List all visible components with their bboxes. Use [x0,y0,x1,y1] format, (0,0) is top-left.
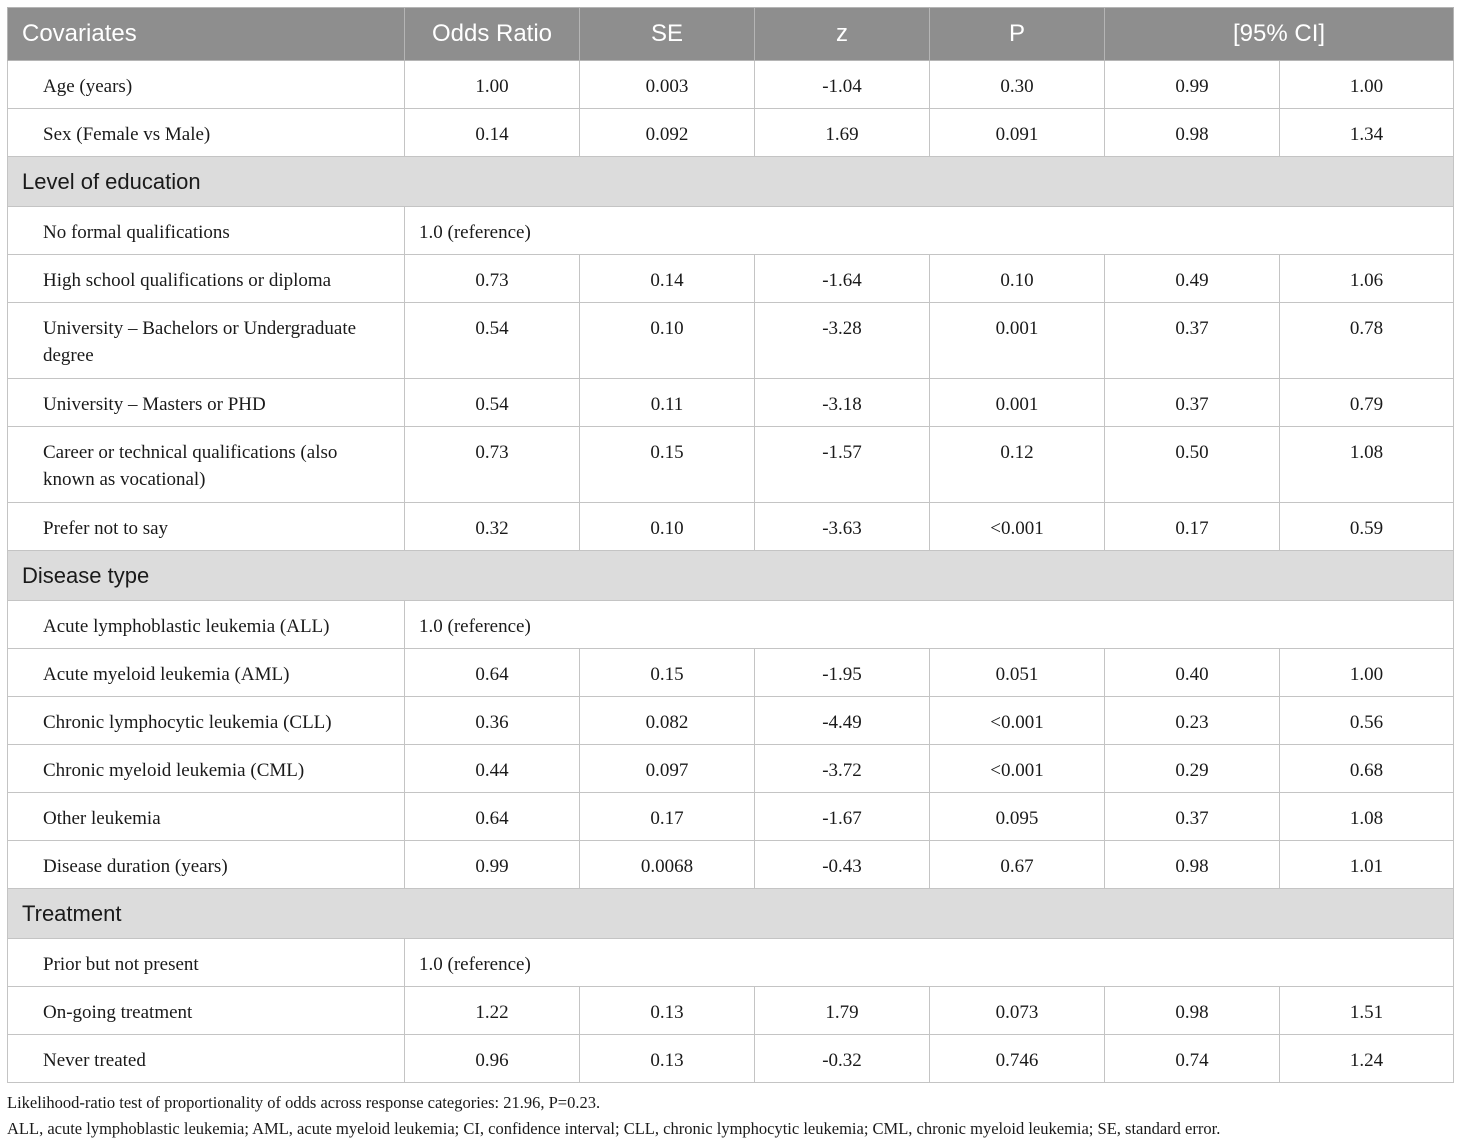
p-value: 0.67 [1000,856,1034,877]
se-cell [580,303,755,379]
table-row [8,427,1454,503]
covariate-cell [8,841,405,889]
ci-lower-cell [1105,745,1280,793]
section-label: Level of education [8,157,1454,207]
ci-upper-cell [1280,427,1454,503]
odds-ratio-cell [405,379,580,427]
table-row [8,987,1454,1035]
se-cell [580,379,755,427]
ci-lower-value: 0.37 [1175,394,1209,415]
z-value: -1.57 [822,442,862,463]
odds-ratio-value: 1.00 [475,76,509,97]
covariate-value: Other leukemia [43,808,161,829]
p-cell [930,255,1105,303]
se-cell [580,61,755,109]
ci-upper-cell [1280,503,1454,551]
se-cell [580,1035,755,1083]
se-value: 0.082 [645,712,689,733]
se-cell [580,255,755,303]
ci-upper-value: 1.08 [1349,808,1384,829]
covariate-cell [8,255,405,303]
table-row [8,61,1454,109]
odds-ratio-cell [405,745,580,793]
odds-ratio-cell [405,503,580,551]
z-cell [755,255,930,303]
covariate-value: Chronic lymphocytic leukemia (CLL) [43,712,332,733]
ci-upper-cell [1280,255,1454,303]
z-cell [755,379,930,427]
p-cell [930,109,1105,157]
section-label: Treatment [8,889,1454,939]
p-value: 0.10 [1000,270,1034,291]
z-value: 1.69 [825,124,859,145]
section-row [8,551,1454,601]
covariate-cell [8,1035,405,1083]
odds-ratio-value: 0.73 [475,442,509,463]
header-p: P [930,8,1105,61]
ci-lower-value: 0.98 [1175,856,1209,877]
z-cell [755,841,930,889]
z-value: -4.49 [822,712,862,733]
z-cell [755,1035,930,1083]
covariate-label: Acute lymphoblastic leukemia (ALL) [43,616,330,637]
p-value: 0.30 [1000,76,1034,97]
ci-upper-value: 1.08 [1349,442,1384,463]
p-cell [930,987,1105,1035]
z-cell [755,61,930,109]
z-value: -1.67 [822,808,862,829]
table-row [8,109,1454,157]
header-covariates: Covariates [8,8,405,61]
odds-ratio-value: 0.73 [475,270,509,291]
covariate-value: On-going treatment [43,1002,193,1023]
z-value: -1.95 [822,664,862,685]
table-footnotes [7,1090,1453,1142]
z-value: -3.28 [822,318,862,339]
ci-lower-cell [1105,503,1280,551]
reference-value: 1.0 (reference) [419,954,531,975]
odds-ratio-cell [405,841,580,889]
table-row [8,745,1454,793]
z-cell [755,109,930,157]
covariate-cell [8,745,405,793]
odds-ratio-value: 0.99 [475,856,509,877]
ci-lower-cell [1105,303,1280,379]
covariate-value: Acute myeloid leukemia (AML) [43,664,290,685]
se-value: 0.15 [650,664,684,685]
p-cell [930,793,1105,841]
se-value: 0.15 [650,442,684,463]
p-cell [930,61,1105,109]
covariate-cell [8,207,405,255]
ci-upper-value: 1.01 [1349,856,1384,877]
z-cell [755,987,930,1035]
covariate-label: Prior but not present [43,954,199,975]
ci-lower-cell [1105,697,1280,745]
ci-lower-cell [1105,1035,1280,1083]
covariate-value: Disease duration (years) [43,856,228,877]
covariate-cell [8,793,405,841]
reference-row [8,601,1454,649]
ci-upper-value: 1.00 [1349,76,1384,97]
z-value: -0.43 [822,856,862,877]
covariate-cell [8,427,405,503]
ci-lower-cell [1105,649,1280,697]
odds-ratio-cell [405,987,580,1035]
ci-lower-value: 0.37 [1175,808,1209,829]
z-value: -3.18 [822,394,862,415]
odds-ratio-cell [405,649,580,697]
section-row [8,157,1454,207]
table-row [8,793,1454,841]
table-row [8,649,1454,697]
ci-upper-cell [1280,793,1454,841]
p-value: 0.746 [995,1050,1039,1071]
z-cell [755,697,930,745]
se-value: 0.10 [650,318,684,339]
covariate-cell [8,109,405,157]
covariate-value: High school qualifications or diploma [43,270,332,291]
p-cell [930,697,1105,745]
odds-ratio-cell [405,61,580,109]
ci-upper-cell [1280,379,1454,427]
ci-upper-value: 0.78 [1349,318,1384,339]
ci-lower-value: 0.98 [1175,124,1209,145]
p-cell [930,303,1105,379]
odds-ratio-cell [405,109,580,157]
ci-lower-value: 0.17 [1175,518,1209,539]
ci-lower-cell [1105,379,1280,427]
ci-lower-value: 0.74 [1175,1050,1209,1071]
z-value: -0.32 [822,1050,862,1071]
ci-upper-cell [1280,61,1454,109]
odds-ratio-table [7,7,1454,1083]
covariate-value: Sex (Female vs Male) [43,124,211,145]
se-cell [580,503,755,551]
ci-upper-cell [1280,649,1454,697]
odds-ratio-value: 0.54 [475,394,509,415]
se-cell [580,987,755,1035]
se-cell [580,841,755,889]
ci-lower-value: 0.50 [1175,442,1209,463]
reference-row [8,939,1454,987]
p-value: 0.001 [995,394,1039,415]
table-row [8,697,1454,745]
ci-lower-cell [1105,109,1280,157]
odds-ratio-cell [405,427,580,503]
odds-ratio-value: 0.64 [475,664,509,685]
ci-upper-cell [1280,987,1454,1035]
ci-upper-cell [1280,1035,1454,1083]
ci-lower-value: 0.99 [1175,76,1209,97]
odds-ratio-value: 0.32 [475,518,509,539]
z-value: -3.63 [822,518,862,539]
odds-ratio-cell [405,255,580,303]
p-cell [930,503,1105,551]
p-value: 0.001 [995,318,1039,339]
footnote-likelihood-ratio: Likelihood-ratio test of proportionality of odds across response categories: 21.96, P=0.23. [7,1093,601,1112]
odds-ratio-value: 0.44 [475,760,509,781]
reference-row [8,207,1454,255]
p-cell [930,841,1105,889]
table-row [8,379,1454,427]
ci-upper-value: 1.00 [1349,664,1384,685]
ci-lower-value: 0.23 [1175,712,1209,733]
table-row [8,503,1454,551]
ci-lower-cell [1105,427,1280,503]
ci-lower-value: 0.98 [1175,1002,1209,1023]
table-header-row [8,8,1454,61]
odds-ratio-cell [405,793,580,841]
table-row [8,303,1454,379]
covariate-cell [8,379,405,427]
ci-lower-cell [1105,793,1280,841]
covariate-cell [8,697,405,745]
ci-upper-cell [1280,303,1454,379]
odds-ratio-value: 0.64 [475,808,509,829]
p-cell [930,649,1105,697]
z-cell [755,503,930,551]
p-value: 0.12 [1000,442,1034,463]
se-value: 0.13 [650,1002,684,1023]
se-cell [580,745,755,793]
ci-upper-cell [1280,109,1454,157]
ci-lower-value: 0.40 [1175,664,1209,685]
ci-lower-value: 0.49 [1175,270,1209,291]
ci-upper-cell [1280,697,1454,745]
reference-value: 1.0 (reference) [419,616,531,637]
p-value: 0.095 [995,808,1039,829]
se-cell [580,793,755,841]
odds-ratio-value: 0.96 [475,1050,509,1071]
section-row [8,889,1454,939]
covariate-value: Never treated [43,1050,146,1071]
p-cell [930,427,1105,503]
odds-ratio-cell [405,697,580,745]
ci-lower-cell [1105,255,1280,303]
covariate-value: University – Bachelors or Undergraduate degree [43,318,357,366]
p-value: <0.001 [990,518,1044,539]
ci-upper-value: 0.56 [1349,712,1384,733]
ci-lower-value: 0.29 [1175,760,1209,781]
table-row [8,1035,1454,1083]
header-ci: [95% CI] [1105,8,1454,61]
z-cell [755,427,930,503]
covariate-value: Chronic myeloid leukemia (CML) [43,760,305,781]
odds-ratio-cell [405,1035,580,1083]
covariate-cell [8,303,405,379]
p-value: 0.091 [995,124,1039,145]
covariate-cell [8,939,405,987]
header-z: z [755,8,930,61]
se-value: 0.003 [645,76,689,97]
ci-upper-value: 1.06 [1349,270,1384,291]
ci-upper-value: 0.79 [1349,394,1384,415]
z-cell [755,745,930,793]
section-label: Disease type [8,551,1454,601]
ci-lower-value: 0.37 [1175,318,1209,339]
se-value: 0.17 [650,808,684,829]
p-cell [930,379,1105,427]
odds-ratio-value: 0.14 [475,124,509,145]
reference-cell [405,601,1454,649]
header-se: SE [580,8,755,61]
covariate-cell [8,503,405,551]
z-value: -1.64 [822,270,862,291]
z-value: -3.72 [822,760,862,781]
covariate-value: Age (years) [43,76,133,97]
z-value: 1.79 [825,1002,859,1023]
odds-ratio-value: 0.36 [475,712,509,733]
se-value: 0.13 [650,1050,684,1071]
table-body [8,61,1454,1083]
covariate-cell [8,601,405,649]
odds-ratio-value: 1.22 [475,1002,509,1023]
ci-upper-value: 1.51 [1349,1002,1384,1023]
p-value: 0.073 [995,1002,1039,1023]
covariate-cell [8,649,405,697]
z-cell [755,303,930,379]
se-value: 0.092 [645,124,689,145]
p-value: 0.051 [995,664,1039,685]
p-cell [930,745,1105,793]
covariate-cell [8,61,405,109]
odds-ratio-value: 0.54 [475,318,509,339]
p-value: <0.001 [990,712,1044,733]
se-cell [580,109,755,157]
odds-ratio-cell [405,303,580,379]
z-value: -1.04 [822,76,862,97]
regression-table-container [7,7,1453,1083]
ci-upper-value: 1.24 [1349,1050,1384,1071]
reference-cell [405,207,1454,255]
p-value: <0.001 [990,760,1044,781]
reference-cell [405,939,1454,987]
covariate-value: University – Masters or PHD [43,394,266,415]
se-value: 0.097 [645,760,689,781]
ci-upper-value: 1.34 [1349,124,1384,145]
ci-upper-cell [1280,841,1454,889]
reference-value: 1.0 (reference) [419,222,531,243]
header-odds-ratio: Odds Ratio [405,8,580,61]
p-cell [930,1035,1105,1083]
footnote-abbreviations: ALL, acute lymphoblastic leukemia; AML, acute myeloid leukemia; CI, confidence interval; CLL, chronic lymphocytic leukemia; CML, chronic myeloid leukemia; SE, standard error. [7,1119,1221,1138]
table-row [8,841,1454,889]
covariate-value: Prefer not to say [43,518,169,539]
se-value: 0.14 [650,270,684,291]
se-cell [580,427,755,503]
covariate-cell [8,987,405,1035]
ci-upper-value: 0.59 [1349,518,1384,539]
ci-lower-cell [1105,61,1280,109]
z-cell [755,793,930,841]
ci-lower-cell [1105,987,1280,1035]
z-cell [755,649,930,697]
se-cell [580,649,755,697]
covariate-value: Career or technical qualifications (also known as vocational) [43,442,338,490]
ci-upper-cell [1280,745,1454,793]
se-value: 0.11 [650,394,684,415]
se-cell [580,697,755,745]
ci-lower-cell [1105,841,1280,889]
se-value: 0.0068 [640,856,694,877]
ci-upper-value: 0.68 [1349,760,1384,781]
table-row [8,255,1454,303]
se-value: 0.10 [650,518,684,539]
covariate-label: No formal qualifications [43,222,230,243]
